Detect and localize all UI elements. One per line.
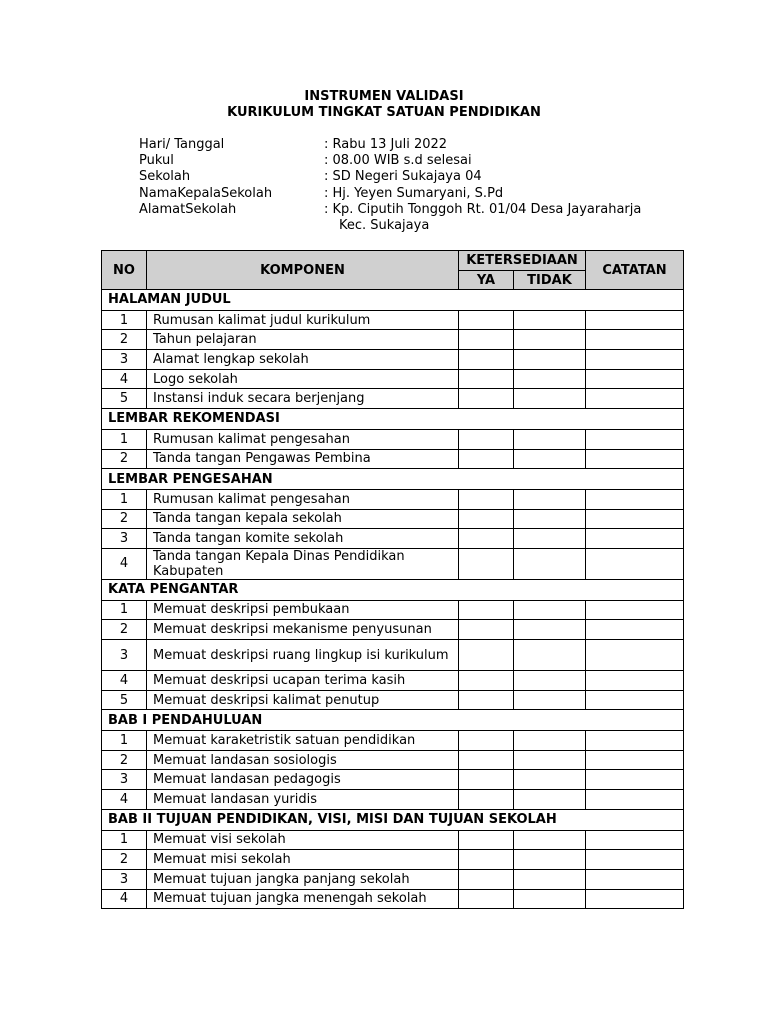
tidak-cell[interactable]: [514, 850, 586, 870]
ya-cell[interactable]: [459, 600, 514, 620]
no-cell: 4: [102, 889, 147, 909]
komponen-cell: Rumusan kalimat pengesahan: [147, 489, 459, 509]
no-cell: 3: [102, 640, 147, 671]
tidak-cell[interactable]: [514, 889, 586, 909]
catatan-cell[interactable]: [586, 330, 684, 350]
no-cell: 2: [102, 509, 147, 529]
header-no: NO: [102, 251, 147, 290]
table-row: [102, 429, 684, 449]
tidak-cell[interactable]: [514, 830, 586, 850]
tidak-cell[interactable]: [514, 330, 586, 350]
komponen-cell: Memuat deskripsi ucapan terima kasih: [147, 671, 459, 691]
table-row: [102, 671, 684, 691]
no-cell: 5: [102, 389, 147, 409]
section-row: [102, 579, 684, 600]
table-row: [102, 889, 684, 909]
ya-cell[interactable]: [459, 369, 514, 389]
komponen-cell: Rumusan kalimat pengesahan: [147, 429, 459, 449]
ya-cell[interactable]: [459, 389, 514, 409]
section-title: KATA PENGANTAR: [102, 579, 684, 600]
ya-cell[interactable]: [459, 429, 514, 449]
tidak-cell[interactable]: [514, 600, 586, 620]
tidak-cell[interactable]: [514, 690, 586, 710]
catatan-cell[interactable]: [586, 889, 684, 909]
komponen-cell: Tanda tangan Pengawas Pembina: [147, 449, 459, 469]
no-cell: 4: [102, 369, 147, 389]
komponen-cell: Memuat misi sekolah: [147, 850, 459, 870]
section-row: [102, 290, 684, 311]
header-komponen: KOMPONEN: [147, 251, 459, 290]
ya-cell[interactable]: [459, 850, 514, 870]
tidak-cell[interactable]: [514, 350, 586, 370]
info-value: : Kp. Ciputih Tonggoh Rt. 01/04 Desa Jayaraharja: [324, 201, 642, 217]
no-cell: 4: [102, 548, 147, 579]
ya-cell[interactable]: [459, 750, 514, 770]
tidak-cell[interactable]: [514, 369, 586, 389]
komponen-cell: Memuat landasan pedagogis: [147, 770, 459, 790]
catatan-cell[interactable]: [586, 429, 684, 449]
tidak-cell[interactable]: [514, 509, 586, 529]
table-body: [102, 290, 684, 909]
no-cell: 2: [102, 850, 147, 870]
table-row: [102, 449, 684, 469]
table-row: [102, 790, 684, 810]
ya-cell[interactable]: [459, 640, 514, 671]
no-cell: 3: [102, 350, 147, 370]
section-row: [102, 469, 684, 490]
section-title: HALAMAN JUDUL: [102, 290, 684, 311]
ya-cell[interactable]: [459, 830, 514, 850]
no-cell: 5: [102, 690, 147, 710]
ya-cell[interactable]: [459, 869, 514, 889]
tidak-cell[interactable]: [514, 640, 586, 671]
ya-cell[interactable]: [459, 330, 514, 350]
validation-table: [101, 250, 684, 909]
catatan-cell[interactable]: [586, 548, 684, 579]
catatan-cell[interactable]: [586, 750, 684, 770]
tidak-cell[interactable]: [514, 671, 586, 691]
tidak-cell[interactable]: [514, 548, 586, 579]
table-row: [102, 850, 684, 870]
no-cell: 1: [102, 489, 147, 509]
komponen-cell: Memuat tujuan jangka panjang sekolah: [147, 869, 459, 889]
tidak-cell[interactable]: [514, 449, 586, 469]
ya-cell[interactable]: [459, 620, 514, 640]
table-row: [102, 310, 684, 330]
komponen-cell: Memuat deskripsi mekanisme penyusunan: [147, 620, 459, 640]
table-row: [102, 750, 684, 770]
ya-cell[interactable]: [459, 731, 514, 751]
komponen-cell: Memuat tujuan jangka menengah sekolah: [147, 889, 459, 909]
ya-cell[interactable]: [459, 690, 514, 710]
no-cell: 2: [102, 750, 147, 770]
ya-cell[interactable]: [459, 671, 514, 691]
catatan-cell[interactable]: [586, 369, 684, 389]
catatan-cell[interactable]: [586, 850, 684, 870]
info-value: : SD Negeri Sukajaya 04: [324, 169, 482, 185]
document-subtitle: KURIKULUM TINGKAT SATUAN PENDIDIKAN: [227, 105, 541, 120]
info-label: Hari/ Tanggal: [139, 137, 225, 152]
ya-cell[interactable]: [459, 889, 514, 909]
catatan-cell[interactable]: [586, 869, 684, 889]
catatan-cell[interactable]: [586, 731, 684, 751]
no-cell: 4: [102, 790, 147, 810]
table-row: [102, 509, 684, 529]
no-cell: 1: [102, 731, 147, 751]
no-cell: 2: [102, 620, 147, 640]
ya-cell[interactable]: [459, 548, 514, 579]
section-title: LEMBAR REKOMENDASI: [102, 409, 684, 430]
no-cell: 3: [102, 529, 147, 549]
catatan-cell[interactable]: [586, 350, 684, 370]
tidak-cell[interactable]: [514, 389, 586, 409]
table-row: [102, 529, 684, 549]
ya-cell[interactable]: [459, 350, 514, 370]
no-cell: 1: [102, 310, 147, 330]
no-cell: 4: [102, 671, 147, 691]
section-row: [102, 710, 684, 731]
header-catatan: CATATAN: [586, 251, 684, 290]
info-value: : Rabu 13 Juli 2022: [324, 137, 448, 152]
tidak-cell[interactable]: [514, 429, 586, 449]
ya-cell[interactable]: [459, 790, 514, 810]
catatan-cell[interactable]: [586, 489, 684, 509]
table-row: [102, 640, 684, 671]
tidak-cell[interactable]: [514, 620, 586, 640]
table-row: [102, 690, 684, 710]
komponen-cell: Memuat karaketristik satuan pendidikan: [147, 731, 459, 751]
header-ya: YA: [459, 271, 514, 290]
section-title: BAB II TUJUAN PENDIDIKAN, VISI, MISI DAN TUJUAN SEKOLAH: [102, 809, 684, 830]
komponen-cell: Memuat deskripsi ruang lingkup isi kurikulum: [147, 640, 459, 671]
tidak-cell[interactable]: [514, 790, 586, 810]
no-cell: 2: [102, 449, 147, 469]
table-row: [102, 548, 684, 579]
section-row: [102, 409, 684, 430]
no-cell: 2: [102, 330, 147, 350]
ya-cell[interactable]: [459, 489, 514, 509]
info-value: : Hj. Yeyen Sumaryani, S.Pd: [324, 185, 504, 201]
komponen-cell: Tanda tangan Kepala Dinas Pendidikan Kabupaten: [147, 548, 459, 579]
table-row: [102, 489, 684, 509]
section-title: BAB I PENDAHULUAN: [102, 710, 684, 731]
komponen-cell: Memuat deskripsi pembukaan: [147, 600, 459, 620]
header-ketersediaan: KETERSEDIAAN: [459, 251, 586, 271]
komponen-cell: Instansi induk secara berjenjang: [147, 389, 459, 409]
catatan-cell[interactable]: [586, 600, 684, 620]
ya-cell[interactable]: [459, 509, 514, 529]
no-cell: 1: [102, 830, 147, 850]
tidak-cell[interactable]: [514, 731, 586, 751]
komponen-cell: Rumusan kalimat judul kurikulum: [147, 310, 459, 330]
catatan-cell[interactable]: [586, 529, 684, 549]
info-value-continued: Kec. Sukajaya: [339, 217, 430, 233]
ya-cell[interactable]: [459, 449, 514, 469]
info-label: Sekolah: [139, 169, 191, 185]
table-row: [102, 369, 684, 389]
table-row: [102, 620, 684, 640]
ya-cell[interactable]: [459, 770, 514, 790]
catatan-cell[interactable]: [586, 770, 684, 790]
catatan-cell[interactable]: [586, 690, 684, 710]
document-title: INSTRUMEN VALIDASI: [304, 89, 464, 104]
komponen-cell: Memuat deskripsi kalimat penutup: [147, 690, 459, 710]
catatan-cell[interactable]: [586, 310, 684, 330]
komponen-cell: Memuat visi sekolah: [147, 830, 459, 850]
section-row: [102, 809, 684, 830]
komponen-cell: Tanda tangan komite sekolah: [147, 529, 459, 549]
table-row: [102, 830, 684, 850]
tidak-cell[interactable]: [514, 770, 586, 790]
table-row: [102, 600, 684, 620]
catatan-cell[interactable]: [586, 389, 684, 409]
table-row: [102, 350, 684, 370]
catatan-cell[interactable]: [586, 671, 684, 691]
info-label: AlamatSekolah: [139, 201, 237, 217]
tidak-cell[interactable]: [514, 869, 586, 889]
ya-cell[interactable]: [459, 529, 514, 549]
komponen-cell: Alamat lengkap sekolah: [147, 350, 459, 370]
komponen-cell: Tanda tangan kepala sekolah: [147, 509, 459, 529]
tidak-cell[interactable]: [514, 750, 586, 770]
catatan-cell[interactable]: [586, 640, 684, 671]
table-row: [102, 869, 684, 889]
no-cell: 1: [102, 429, 147, 449]
table-row: [102, 330, 684, 350]
ya-cell[interactable]: [459, 310, 514, 330]
section-title: LEMBAR PENGESAHAN: [102, 469, 684, 490]
komponen-cell: Tahun pelajaran: [147, 330, 459, 350]
catatan-cell[interactable]: [586, 509, 684, 529]
catatan-cell[interactable]: [586, 790, 684, 810]
komponen-cell: Memuat landasan sosiologis: [147, 750, 459, 770]
komponen-cell: Logo sekolah: [147, 369, 459, 389]
no-cell: 3: [102, 869, 147, 889]
tidak-cell[interactable]: [514, 529, 586, 549]
table-row: [102, 389, 684, 409]
info-label: NamaKepalaSekolah: [139, 185, 273, 201]
no-cell: 3: [102, 770, 147, 790]
tidak-cell[interactable]: [514, 489, 586, 509]
catatan-cell[interactable]: [586, 830, 684, 850]
header-tidak: TIDAK: [514, 271, 586, 290]
no-cell: 1: [102, 600, 147, 620]
catatan-cell[interactable]: [586, 449, 684, 469]
table-row: [102, 770, 684, 790]
info-label: Pukul: [139, 153, 174, 169]
komponen-cell: Memuat landasan yuridis: [147, 790, 459, 810]
tidak-cell[interactable]: [514, 310, 586, 330]
table-row: [102, 731, 684, 751]
catatan-cell[interactable]: [586, 620, 684, 640]
info-value: : 08.00 WIB s.d selesai: [324, 153, 472, 169]
